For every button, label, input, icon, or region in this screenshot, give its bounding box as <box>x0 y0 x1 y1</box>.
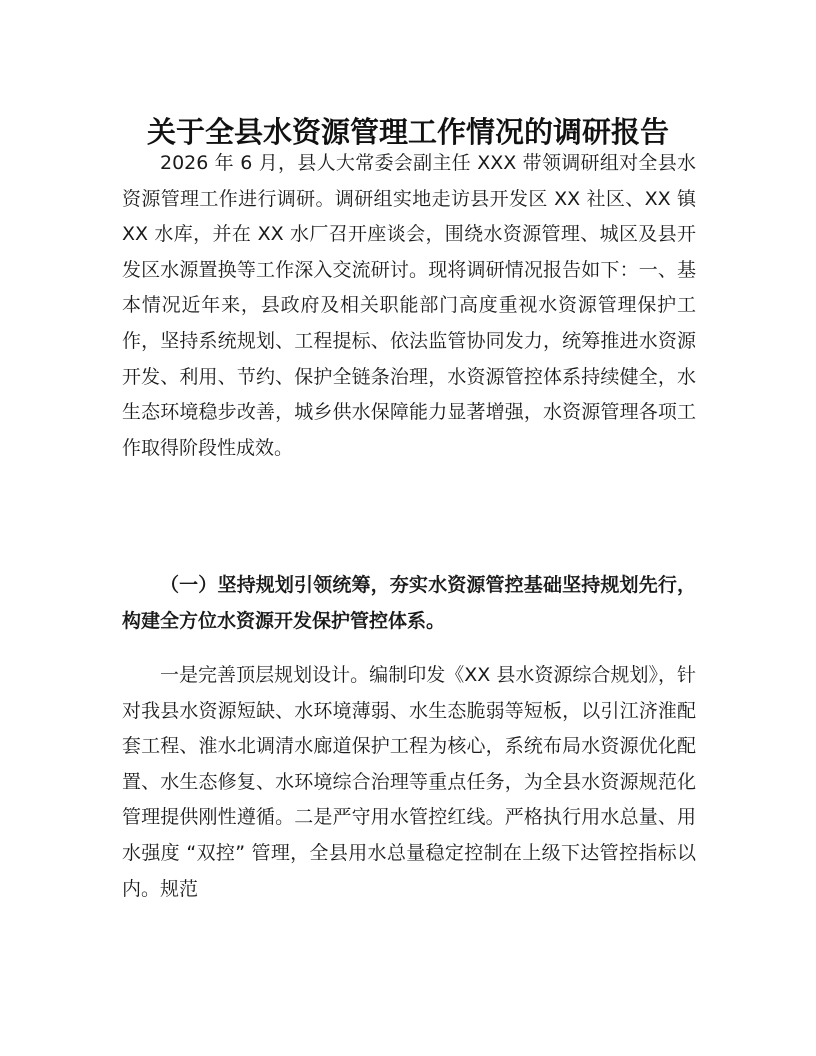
paragraph-body: 一是完善顶层规划设计。编制印发《XX 县水资源综合规划》，针对我县水资源短缺、水环境薄弱、水生态脆弱等短板，以引江济淮配套工程、淮水北调清水廊道保护工程为核心，系统布局水资源优化配置、水生态修复、水环境综合治理等重点任务，为全县水资源规范化管理提供刚性遵循。二是严守用水管控红线。严格执行用水总量、用水强度 “双控” 管理，全县用水总量稳定控制在上级下达管控指标以内。规范 <box>122 664 696 900</box>
document-title: 关于全县水资源管理工作情况的调研报告 <box>146 115 669 149</box>
section-heading-1: （一）坚持规划引领统筹，夯实水资源管控基础坚持规划先行，构建全方位水资源开发保护管控体系。 <box>122 574 696 632</box>
paragraph-intro: 2026 年 6 月，县人大常委会副主任 XXX 带领调研组对全县水资源管理工作进行调研。调研组实地走访县开发区 XX 社区、XX 镇 XX 水库，并在 XX 水厂召开座谈会，围绕水资源管理、城区及县开发区水源置换等工作深入交流研讨。现将调研情况报告如下：一、基本情况近年来，县政府及相关职能部门高度重视水资源管理保护工作，坚持系统规划、工程提标、依法监管协同发力，统筹推进水资源开发、利用、节约、保护全链条治理，水资源管控体系持续健全，水生态环境稳步改善，城乡供水保障能力显著增强，水资源管理各项工作取得阶段性成效。 <box>122 152 696 459</box>
